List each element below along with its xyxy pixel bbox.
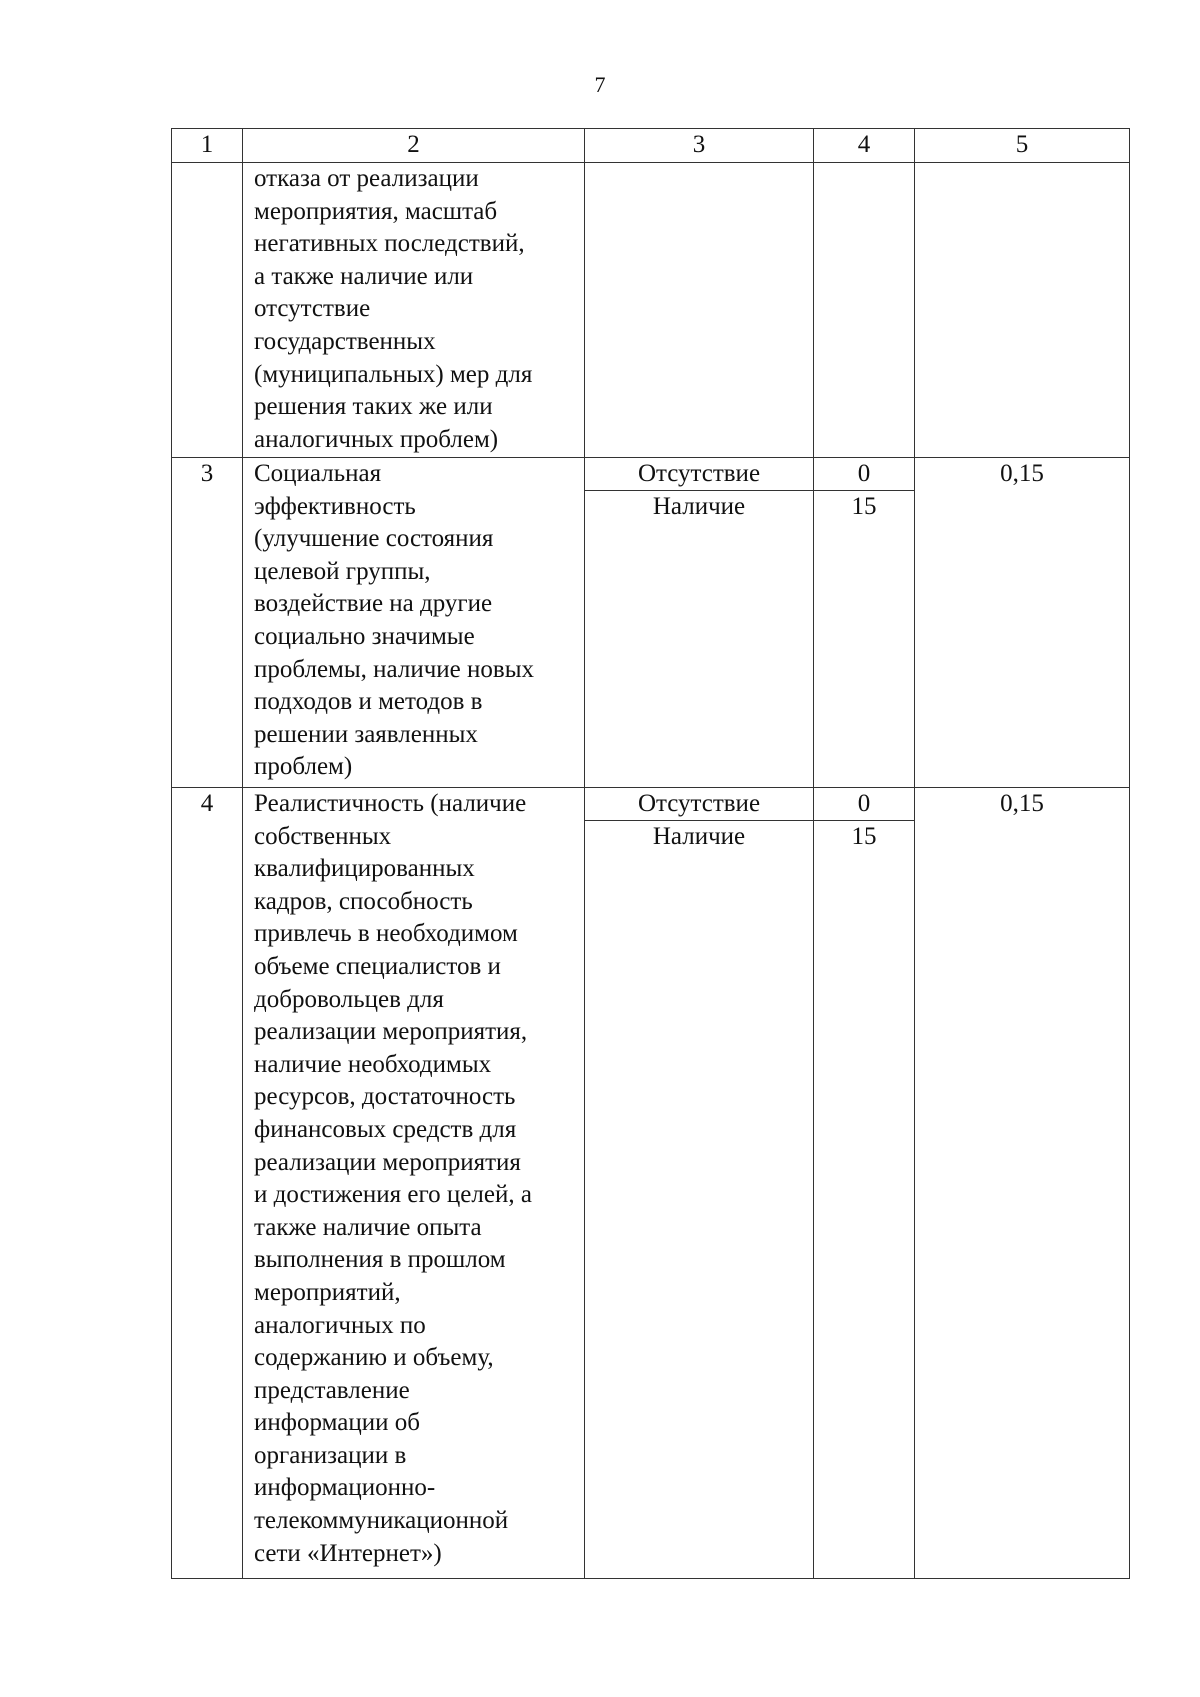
option-score: 15 [851, 823, 877, 850]
criterion-text: отказа от реализации мероприятия, масштаб негативных последствий, а также наличие или отсутствие государственных (муниципальных) мер для решения таких же или аналогичных проблем) [254, 165, 533, 453]
table-row [172, 788, 1130, 1579]
options-cell [585, 163, 814, 458]
criteria-table [171, 128, 1130, 1579]
option-score: 0 [814, 458, 914, 491]
header-col-1: 1 [172, 129, 243, 163]
scores-cell [814, 163, 915, 458]
row-number-cell [172, 163, 243, 458]
criterion-text: Реалистичность (наличие собственных квалифицированных кадров, способность привлечь в необходимом объеме специалистов и добровольцев для реализации мероприятия, наличие необходимых ресурсов, достаточность финансовых средств для реализации мероприятия и достижения его целей, а также наличие опыта выполнения в прошлом мероприятий, аналогичных по содержанию и объему, представление информации об организации в информационно- телекоммуникационной сети «Интернет») [254, 790, 532, 1567]
criterion-cell [243, 458, 585, 788]
page-number: 7 [594, 72, 606, 97]
options-cell [585, 788, 814, 1579]
header-col-2: 2 [243, 129, 585, 163]
header-col-3: 3 [585, 129, 814, 163]
weight-value: 0,15 [1000, 790, 1044, 817]
scores-cell [814, 458, 915, 788]
header-col-5: 5 [915, 129, 1130, 163]
weight-cell [915, 163, 1130, 458]
option-label: Отсутствие [585, 788, 813, 821]
table-row-continuation [172, 163, 1130, 458]
option-score: 15 [851, 493, 877, 520]
weight-cell [915, 458, 1130, 788]
weight-value: 0,15 [1000, 460, 1044, 487]
weight-cell [915, 788, 1130, 1579]
table-row [172, 458, 1130, 788]
criterion-text: Социальная эффективность (улучшение состояния целевой группы, воздействие на другие социально значимые проблемы, наличие новых подходов и методов в решении заявленных проблем) [254, 460, 534, 781]
option-label: Наличие [652, 493, 746, 520]
option-label: Отсутствие [585, 458, 813, 491]
options-cell [585, 458, 814, 788]
criterion-cell [243, 788, 585, 1579]
row-number-cell: 4 [172, 788, 243, 1579]
header-row [172, 129, 1130, 163]
header-col-4: 4 [814, 129, 915, 163]
row-number-cell: 3 [172, 458, 243, 788]
option-label: Наличие [652, 823, 746, 850]
scores-cell [814, 788, 915, 1579]
criterion-cell [243, 163, 585, 458]
option-score: 0 [814, 788, 914, 821]
